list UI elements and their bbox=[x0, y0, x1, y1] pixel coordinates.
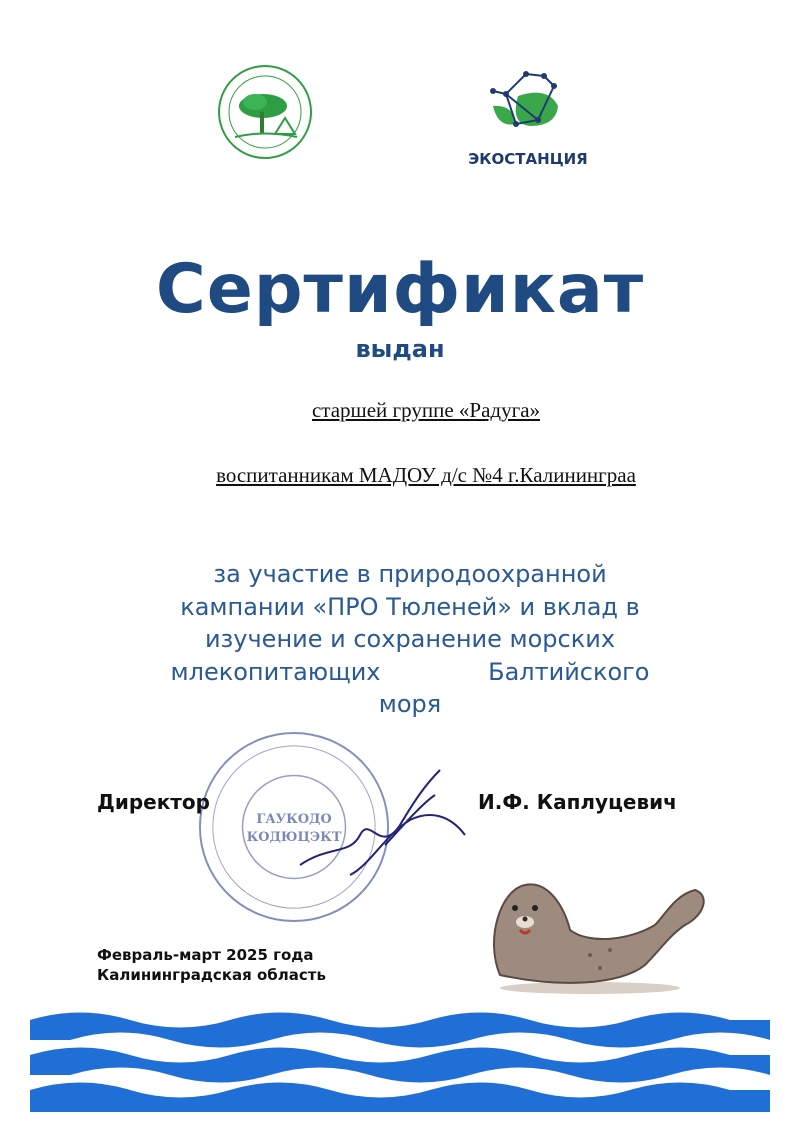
ecostation-network-icon bbox=[490, 71, 558, 127]
date-region bbox=[97, 945, 326, 985]
reason-line: изучение и сохранение морских bbox=[204, 625, 616, 653]
award-reason bbox=[120, 558, 700, 721]
certificate-title: Сертификат bbox=[155, 250, 645, 329]
date-label: Февраль-март 2025 года bbox=[97, 946, 314, 964]
tree-tent-icon bbox=[235, 94, 297, 137]
reason-line: млекопитающих Балтийского bbox=[170, 657, 650, 686]
ecostation-label: ЭКОСТАНЦИЯ bbox=[468, 150, 588, 168]
issued-label: выдан bbox=[355, 335, 445, 363]
center-logo bbox=[215, 62, 315, 162]
wave-decoration bbox=[0, 1000, 800, 1131]
svg-text:КОДЮЦЭКТ: КОДЮЦЭКТ bbox=[246, 829, 342, 845]
reason-line: за участие в природоохранной bbox=[213, 560, 607, 588]
recipient-institution: воспитанникам МАДОУ д/с №4 г.Калининграа bbox=[216, 463, 636, 487]
reason-line: кампании «ПРО Тюленей» и вклад в bbox=[180, 592, 640, 621]
director-name: И.Ф. Каплуцевич bbox=[478, 790, 677, 814]
reason-line: моря bbox=[378, 690, 442, 718]
director-label: Директор bbox=[97, 790, 210, 814]
recipient-group: старшей группе «Радуга» bbox=[311, 398, 541, 422]
svg-text:ГАУКОДО: ГАУКОДО bbox=[256, 812, 332, 828]
signature-mark bbox=[290, 765, 470, 895]
region-label: Калининградская область bbox=[97, 966, 326, 984]
seal-illustration bbox=[480, 870, 715, 995]
